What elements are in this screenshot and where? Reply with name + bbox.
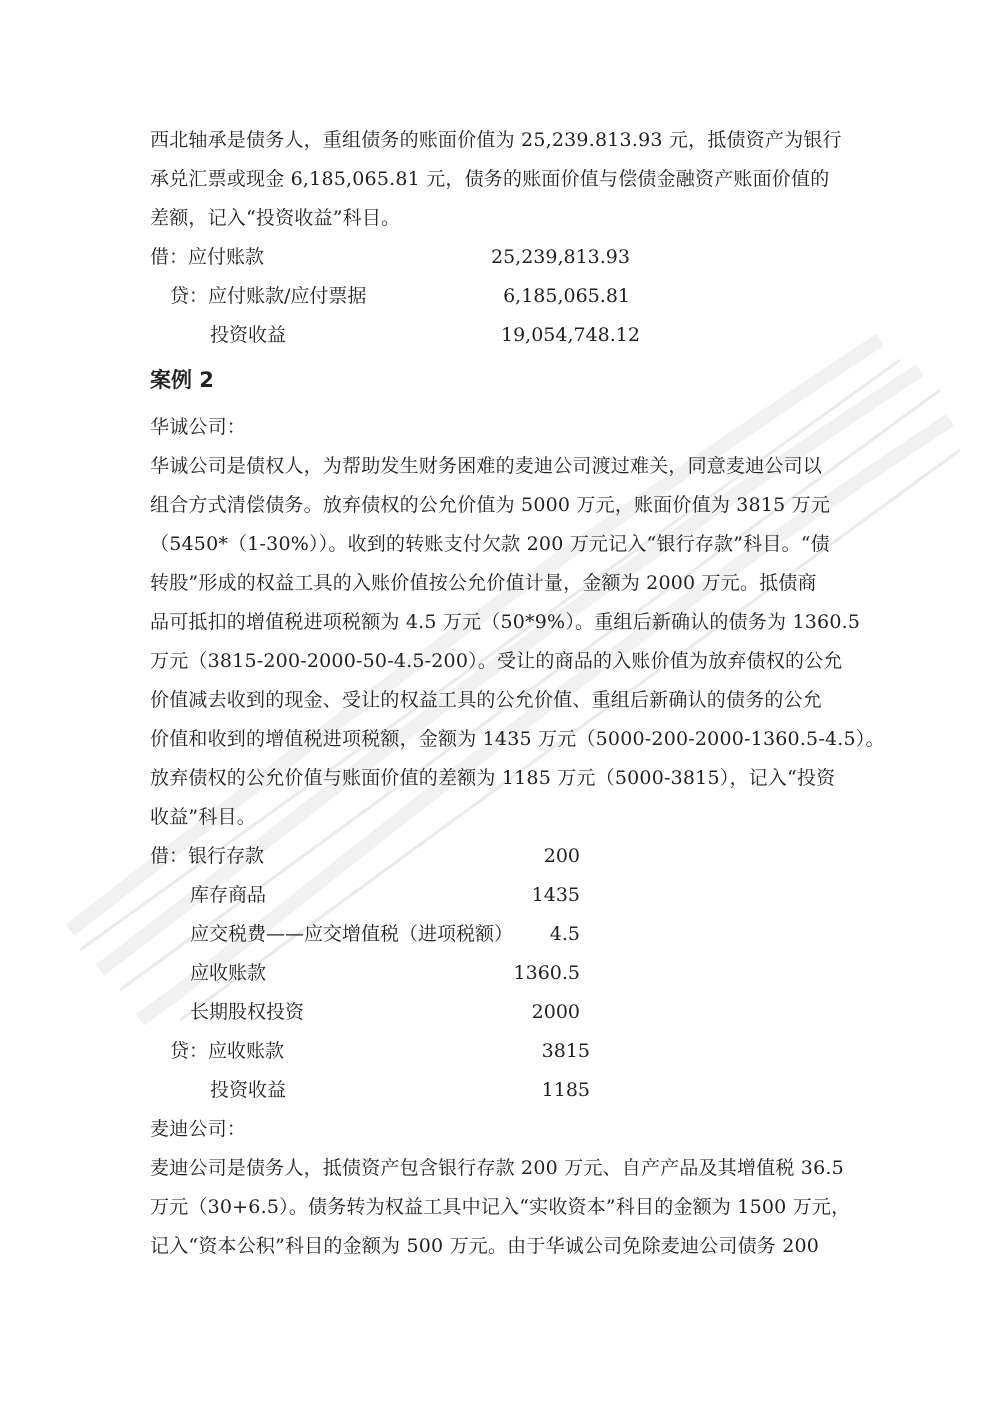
journal-entry-label: 贷：应收账款 [170, 1040, 285, 1062]
journal-entry-amount: 1435 [531, 884, 580, 906]
journal-entry-label: 应交税费——应交增值税（进项税额） [190, 923, 514, 945]
journal-entry-amount: 3815 [541, 1040, 590, 1062]
journal-entry-amount: 19,054,748.12 [500, 324, 640, 346]
paragraph-line: 万元（30+6.5）。债务转为权益工具中记入“实收资本”科目的金额为 1500 万元， [150, 1196, 851, 1218]
paragraph-line: 西北轴承是债务人，重组债务的账面价值为 25,239.813.93 元，抵债资产为银行 [150, 129, 842, 151]
journal-entry-amount: 6,185,065.81 [503, 285, 630, 307]
journal-entry-amount: 25,239,813.93 [490, 246, 630, 268]
paragraph-line: 品可抵扣的增值税进项税额为 4.5 万元（50*9%）。重组后新确认的债务为 1360.5 [150, 611, 861, 633]
paragraph-line: 承兑汇票或现金 6,185,065.81 元，债务的账面价值与偿债金融资产账面价值的 [150, 168, 830, 190]
paragraph-line: 差额，记入“投资收益”科目。 [150, 207, 401, 229]
paragraph-line: （5450*（1-30%））。收到的转账支付欠款 200 万元记入“银行存款”科目。“债 [150, 533, 830, 555]
journal-entry-label: 库存商品 [190, 884, 267, 906]
journal-entry-amount: 4.5 [549, 923, 580, 945]
paragraph-line: 放弃债权的公允价值与账面价值的差额为 1185 万元（5000-3815），记入“投资 [150, 767, 836, 789]
paragraph-line: 组合方式清偿债务。放弃债权的公允价值为 5000 万元，账面价值为 3815 万元 [150, 494, 831, 516]
paragraph-line: 华诚公司是债权人，为帮助发生财务困难的麦迪公司渡过难关，同意麦迪公司以 [150, 455, 823, 477]
journal-entry-amount: 1185 [541, 1079, 590, 1101]
paragraph-line: 价值和收到的增值税进项税额，金额为 1435 万元（5000-200-2000-1360.5-4.5）。 [150, 728, 885, 750]
journal-entry-label: 借：应付账款 [150, 246, 265, 268]
company-label: 华诚公司： [150, 416, 247, 438]
journal-entry-amount: 200 [543, 845, 580, 867]
journal-entry-label: 贷：应付账款/应付票据 [170, 285, 367, 307]
journal-entry-label: 投资收益 [210, 324, 287, 346]
journal-entry-label: 长期股权投资 [190, 1001, 305, 1023]
paragraph-line: 价值减去收到的现金、受让的权益工具的公允价值、重组后新确认的债务的公允 [150, 689, 823, 711]
case-heading: 案例 2 [150, 368, 214, 392]
journal-entry-amount: 2000 [531, 1001, 580, 1023]
journal-entry-label: 投资收益 [210, 1079, 287, 1101]
paragraph-line: 转股”形成的权益工具的入账价值按公允价值计量，金额为 2000 万元。抵债商 [150, 572, 817, 594]
paragraph-line: 收益”科目。 [150, 806, 256, 828]
paragraph-line: 麦迪公司是债务人，抵债资产包含银行存款 200 万元、自产产品及其增值税 36.5 [150, 1157, 844, 1179]
journal-entry-label: 借：银行存款 [150, 845, 265, 867]
paragraph-line: 记入“资本公积”科目的金额为 500 万元。由于华诚公司免除麦迪公司债务 200 [150, 1235, 820, 1257]
paragraph-line: 万元（3815-200-2000-50-4.5-200）。受让的商品的入账价值为放弃债权的公允 [150, 650, 843, 672]
company-label: 麦迪公司： [150, 1118, 247, 1140]
journal-entry-amount: 1360.5 [513, 962, 580, 984]
journal-entry-label: 应收账款 [190, 962, 267, 984]
